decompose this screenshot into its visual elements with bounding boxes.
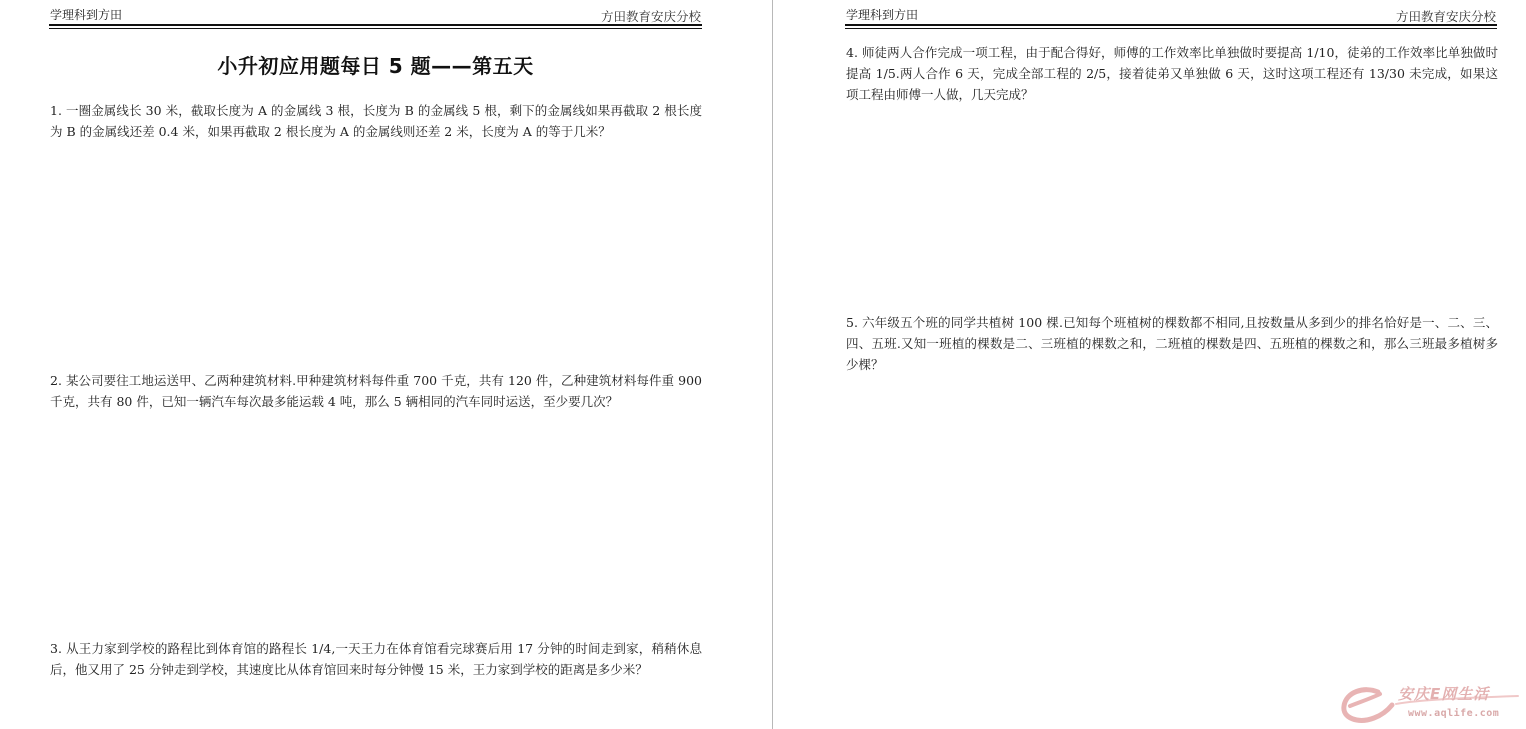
question-5: 5. 六年级五个班的同学共植树 100 棵.已知每个班植树的棵数都不相同,且按数量从多到少的排名恰好是一、二、三、四、五班.又知一班植的棵数是二、三班植的棵数之和，二班植的棵数是四、五班植的棵数之和，那么三班最多植树多少棵？ — [846, 315, 1498, 372]
page-header — [49, 6, 702, 24]
header-rule-thin — [845, 28, 1497, 29]
page-right — [773, 0, 1526, 729]
header-rule-thick — [845, 24, 1497, 26]
watermark-url-text: www.aqlife.com — [1408, 708, 1500, 719]
question-4: 4. 师徒两人合作完成一项工程，由于配合得好，师傅的工作效率比单独做时要提高 1/10，徒弟的工作效率比单独做时提高 1/5.两人合作 6 天，完成全部工程的 2/5，接着徒弟又单独做 6 天，这时这项工程还有 13/30 未完成，如果这项工程由师傅一人做，几天完成？ — [846, 45, 1498, 102]
header-left-text: 学理科到方田 — [50, 8, 123, 22]
watermark-main-text: 安庆E网生活 — [1398, 685, 1490, 703]
question-3: 3. 从王力家到学校的路程比到体育馆的路程长 1/4,一天王力在体育馆看完球赛后用 17 分钟的时间走到家，稍稍休息后，他又用了 25 分钟走到学校，其速度比从体育馆回来时每分钟慢 15 米，王力家到学校的距离是多少米？ — [50, 641, 702, 677]
header-right-text: 方田教育安庆分校 — [1395, 9, 1496, 24]
header-right-text: 方田教育安庆分校 — [600, 9, 701, 24]
header-rule-thin — [49, 28, 702, 29]
header-rule-thick — [49, 24, 702, 26]
header-left-text: 学理科到方田 — [846, 8, 919, 22]
question-2: 2. 某公司要往工地运送甲、乙两种建筑材料.甲种建筑材料每件重 700 千克，共有 120 件，乙种建筑材料每件重 900 千克，共有 80 件，已知一辆汽车每次最多能运载 4 吨，那么 5 辆相同的汽车同时运送，至少要几次？ — [50, 373, 702, 409]
page-header — [845, 6, 1497, 24]
question-1: 1. 一圈金属线长 30 米，截取长度为 A 的金属线 3 根，长度为 B 的金属线 5 根，剩下的金属线如果再截取 2 根长度为 B 的金属线还差 0.4 米，如果再截取 2 根长度为 A 的金属线则还差 2 米，长度为 A 的等于几米？ — [50, 103, 702, 139]
document-title: 小升初应用题每日 5 题——第五天 — [217, 54, 534, 78]
